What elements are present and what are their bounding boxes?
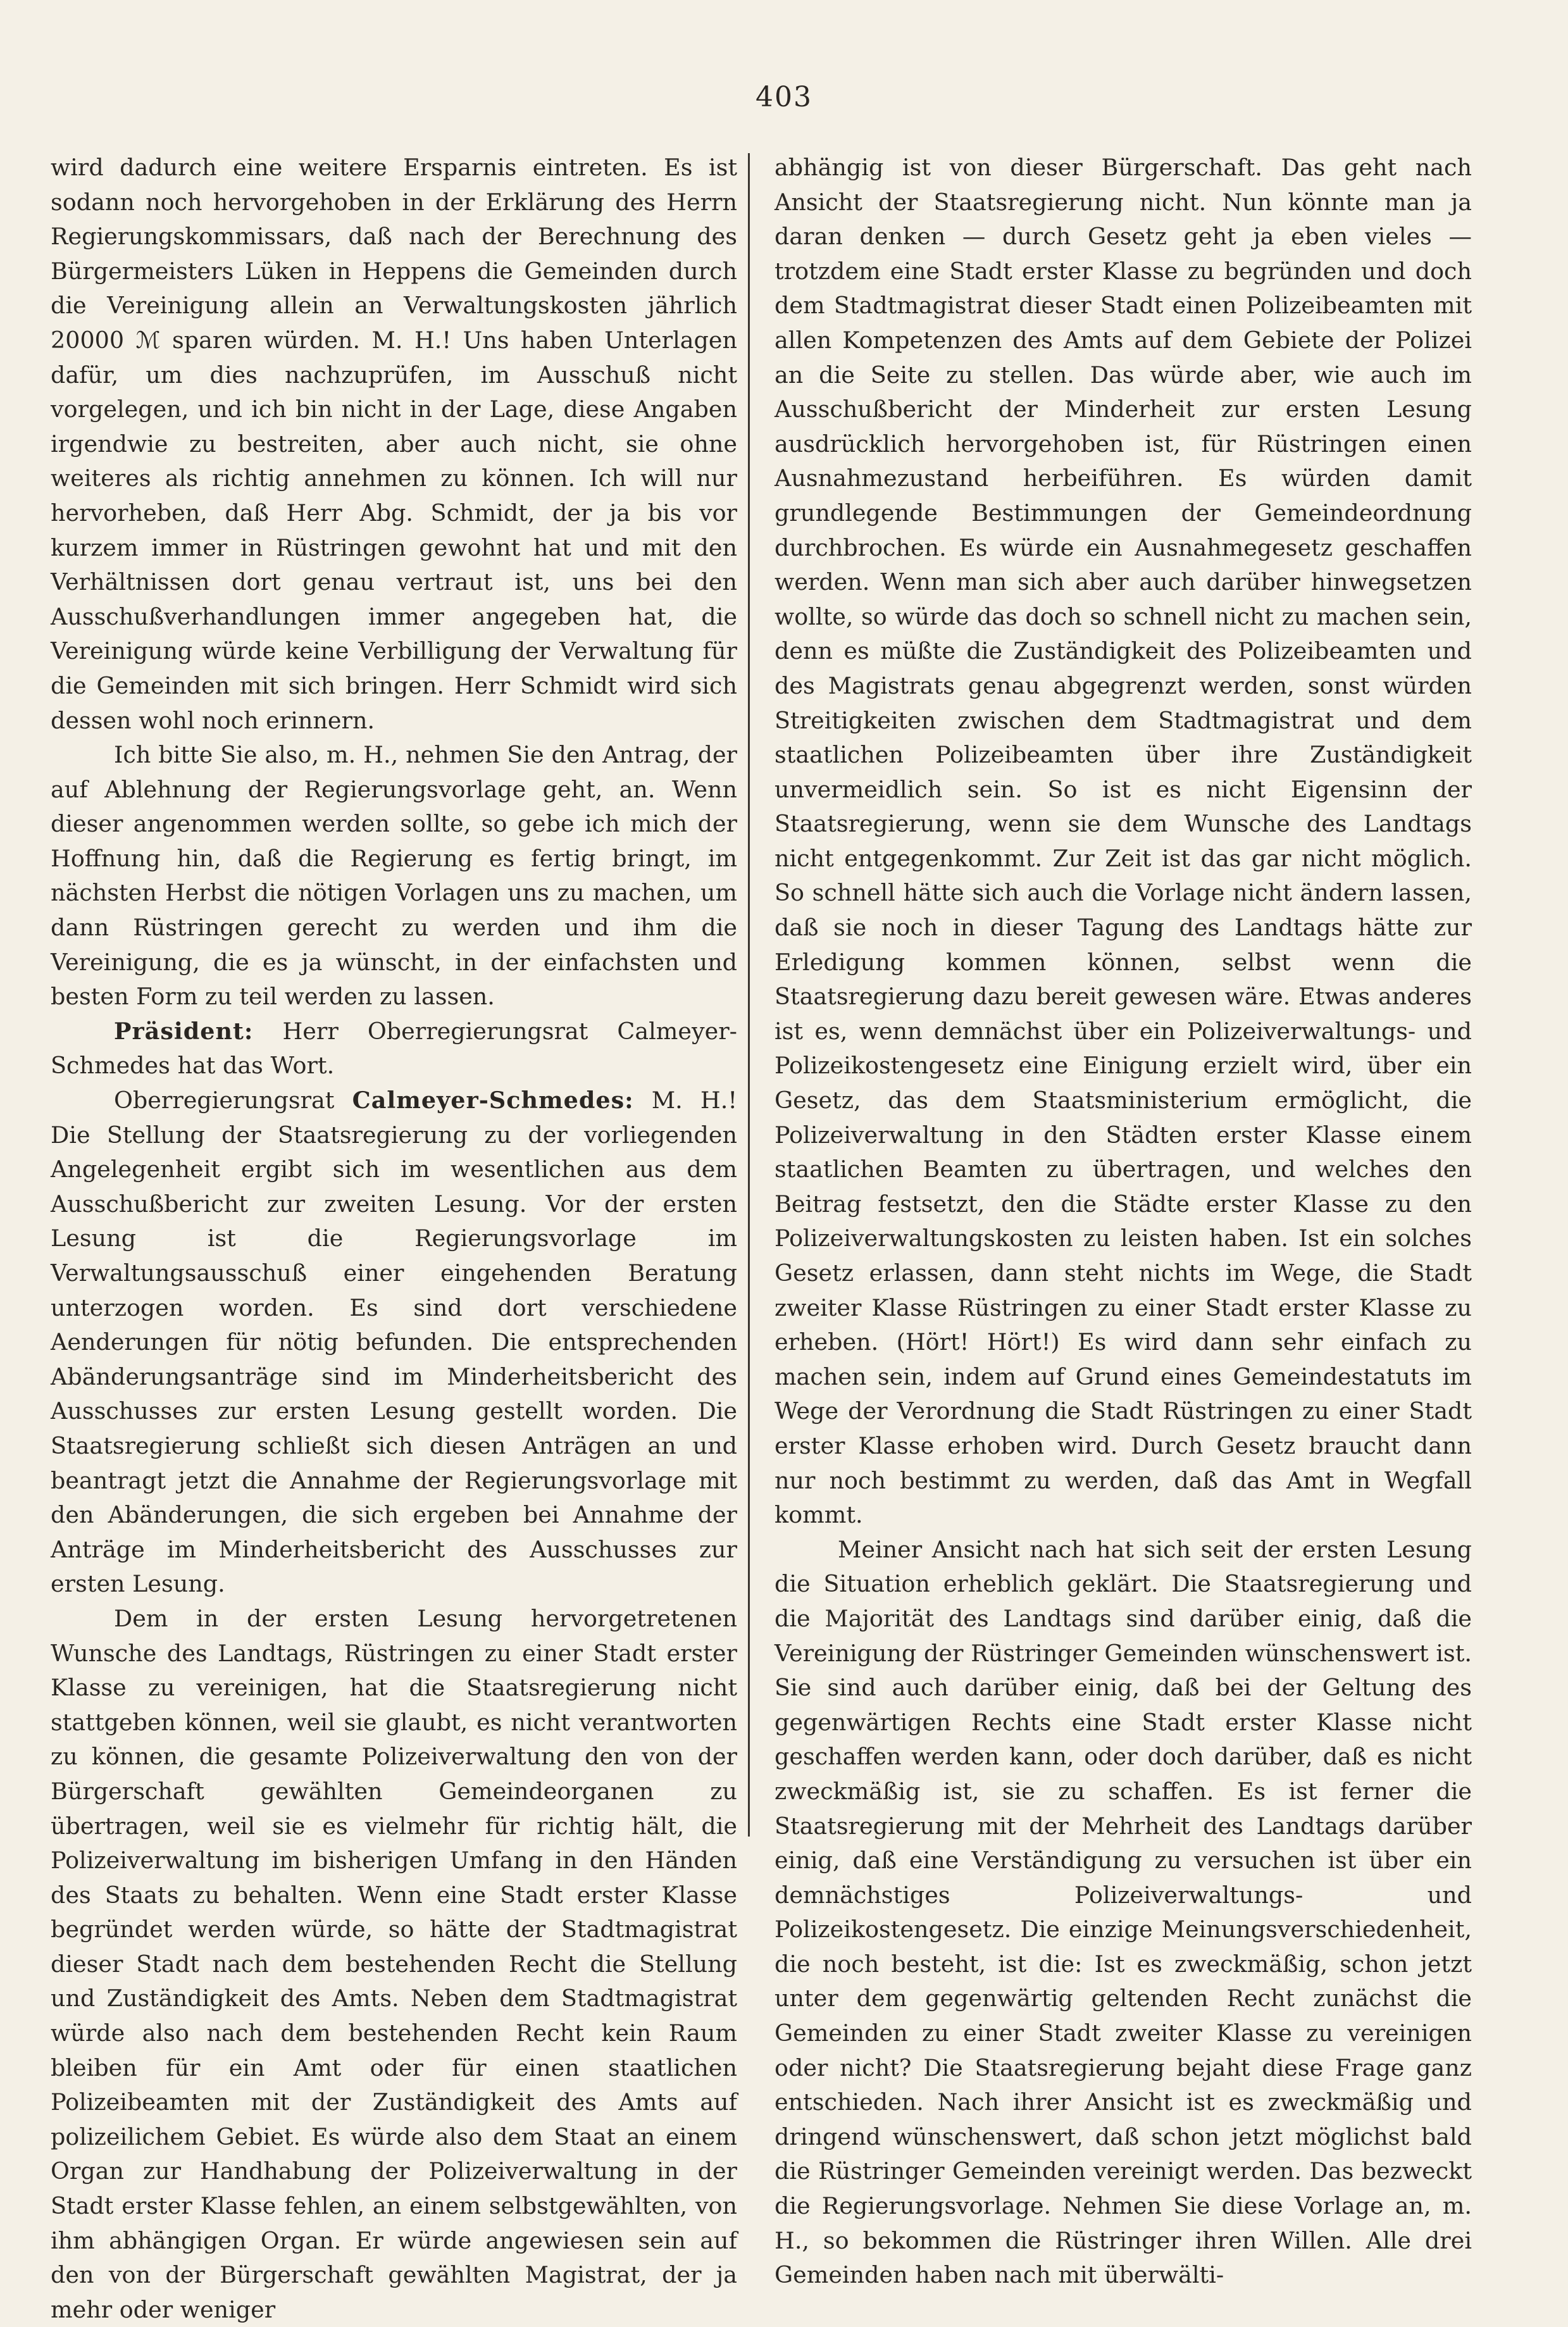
paragraph-text: M. H.! Die Stellung der Staatsregierung zu der vorliegenden Angelegenheit ergibt sich im wesentlichen aus dem Ausschußbericht zur zweiten Lesung. Vor der ersten Lesung ist die Regierungsvorlage im Verwaltungsausschuß einer eingehenden Beratung unterzogen worden. Es sind dort verschiedene Aenderungen für nötig befunden. Die entsprechenden Abänderungsanträge sind im Minderheitsbericht des Ausschusses zur ersten Lesung gestellt worden. Die Staatsregierung schließt sich diesen Anträgen an und beantragt jetzt die Annahme der Regierungsvorlage mit den Abänderungen, die sich ergeben bei Annahme der Anträge im Minderheitsbericht des Ausschusses zur ersten Lesung.	[51, 1087, 738, 1598]
speaker-name: Präsident:	[114, 1017, 254, 1045]
left-column	[51, 151, 737, 2327]
column-divider	[748, 153, 750, 1837]
paragraph: Dem in der ersten Lesung hervorgetretenen Wunsche des Landtags, Rüstringen zu einer Stadt erster Klasse zu vereinigen, hat die Staatsregierung nicht stattgeben können, weil sie glaubt, es nicht verantworten zu können, die gesamte Polizeiverwaltung den von der Bürgerschaft gewählten Gemeindeorganen zu übertragen, weil sie es vielmehr für richtig hält, die Polizeiverwaltung im bisherigen Umfang in den Händen des Staats zu behalten. Wenn eine Stadt erster Klasse begründet werden würde, so hätte der Stadtmagistrat dieser Stadt nach dem bestehenden Recht die Stellung und Zuständigkeit des Amts. Neben dem Stadtmagistrat würde also nach dem bestehenden Recht kein Raum bleiben für ein Amt oder für einen staatlichen Polizeibeamten mit der Zuständigkeit des Amts auf polizeilichem Gebiet. Es würde also dem Staat an einem Organ zur Handhabung der Polizeiverwaltung in der Stadt erster Klasse fehlen, an einem selbstgewählten, von ihm abhängigen Organ. Er würde angewiesen sein auf den von der Bürgerschaft gewählten Magistrat, der ja mehr oder weniger	[51, 1604, 737, 2323]
page-number: 403	[756, 81, 812, 113]
paragraph: wird dadurch eine weitere Ersparnis eintreten. Es ist sodann noch hervorgehoben in der Erklärung des Herrn Regierungskommissars, daß nach der Berechnung des Bürgermeisters Lüken in Heppens die Gemeinden durch die Vereinigung allein an Verwaltungskosten jährlich 20000 ℳ sparen würden. M. H.! Uns haben Unterlagen dafür, um dies nachzuprüfen, im Ausschuß nicht vorgelegen, und ich bin nicht in der Lage, diese Angaben irgendwie zu bestreiten, aber auch nicht, sie ohne weiteres als richtig annehmen zu können. Ich will nur hervorheben, daß Herr Abg. Schmidt, der ja bis vor kurzem immer in Rüstringen gewohnt hat und mit den Verhältnissen dort genau vertraut ist, uns bei den Ausschußverhandlungen immer angegeben hat, die Vereinigung würde keine Verbilligung der Verwaltung für die Gemeinden mit sich bringen. Herr Schmidt wird sich dessen wohl noch erinnern.	[51, 154, 737, 734]
paragraph: abhängig ist von dieser Bürgerschaft. Das geht nach Ansicht der Staatsregierung nicht. Nun könnte man ja daran denken — durch Gesetz geht ja eben vieles — trotzdem eine Stadt erster Klasse zu begründen und doch dem Stadtmagistrat dieser Stadt einen Polizeibeamten mit allen Kompetenzen des Amts auf dem Gebiete der Polizei an die Seite zu stellen. Das würde aber, wie auch im Ausschußbericht der Minderheit zur ersten Lesung ausdrücklich hervorgehoben ist, für Rüstringen einen Ausnahmezustand herbeiführen. Es würden damit grundlegende Bestimmungen der Gemeindeordnung durchbrochen. Es würde ein Ausnahmegesetz geschaffen werden. Wenn man sich aber auch darüber hinwegsetzen wollte, so würde das doch so schnell nicht zu machen sein, denn es müßte die Zuständigkeit des Polizeibeamten und des Magistrats genau abgegrenzt werden, sonst würden Streitigkeiten zwischen dem Stadtmagistrat und dem staatlichen Polizeibeamten über ihre Zuständigkeit unvermeidlich sein. So ist es nicht Eigensinn der Staatsregierung, wenn sie dem Wunsche des Landtags nicht entgegenkommt. Zur Zeit ist das gar nicht möglich. So schnell hätte sich auch die Vorlage nicht ändern lassen, daß sie noch in dieser Tagung des Landtags hätte zur Erledigung kommen können, selbst wenn die Staatsregierung dazu bereit gewesen wäre. Etwas anderes ist es, wenn demnächst über ein Polizeiverwaltungs- und Polizeikostengesetz eine Einigung erzielt wird, über ein Gesetz, das dem Staatsministerium ermöglicht, die Polizeiverwaltung in den Städten erster Klasse einem staatlichen Beamten zu übertragen, und welches den Beitrag festsetzt, den die Städte erster Klasse zu den Polizeiverwaltungskosten zu leisten haben. Ist ein solches Gesetz erlassen, dann steht nichts im Wege, die Stadt zweiter Klasse Rüstringen zu einer Stadt erster Klasse zu erheben. (Hört! Hört!) Es wird dann sehr einfach zu machen sein, indem auf Grund eines Gemeindestatuts im Wege der Verordnung die Stadt Rüstringen zu einer Stadt erster Klasse erhoben wird. Durch Gesetz braucht dann nur noch bestimmt zu werden, daß das Amt in Wegfall kommt.	[775, 154, 1472, 1529]
paragraph-text: Herr Oberregierungsrat Calmeyer-Schmedes hat das Wort.	[51, 1017, 737, 1080]
paragraph: Meiner Ansicht nach hat sich seit der ersten Lesung die Situation erheblich geklärt. Die Staatsregierung und die Majorität des Landtags sind darüber einig, daß die Vereinigung der Rüstringer Gemeinden wünschenswert ist. Sie sind auch darüber einig, daß bei der Geltung des gegenwärtigen Rechts eine Stadt erster Klasse nicht geschaffen werden kann, oder doch darüber, daß es nicht zweckmäßig ist, sie zu schaffen. Es ist ferner die Staatsregierung mit der Mehrheit des Landtags darüber einig, daß eine Verständigung zu versuchen ist über ein demnächstiges Polizeiverwaltungs- und Polizeikostengesetz. Die einzige Meinungsverschiedenheit, die noch besteht, ist die: Ist es zweckmäßig, schon jetzt unter dem gegenwärtig geltenden Recht zunächst die Gemeinden zu einer Stadt zweiter Klasse zu vereinigen oder nicht? Die Staatsregierung bejaht diese Frage ganz entschieden. Nach ihrer Ansicht ist es zweckmäßig und dringend wünschenswert, daß schon jetzt möglichst bald die Rüstringer Gemeinden vereinigt werden. Das bezweckt die Regierungsvorlage. Nehmen Sie diese Vorlage an, m. H., so bekommen die Rüstringer ihren Willen. Alle drei Gemeinden haben nach mit überwälti-	[775, 1535, 1472, 2289]
right-column	[775, 151, 1472, 2293]
paragraph	[51, 1083, 737, 1602]
speaker-title: Oberregierungsrat	[114, 1087, 335, 1114]
speaker-name: Calmeyer-Schmedes:	[352, 1087, 634, 1114]
paragraph	[51, 1014, 737, 1083]
paragraph: Ich bitte Sie also, m. H., nehmen Sie den Antrag, der auf Ablehnung der Regierungsvorlage geht, an. Wenn dieser angenommen werden sollte, so gebe ich mich der Hoffnung hin, daß die Regierung es fertig bringt, im nächsten Herbst die nötigen Vorlagen uns zu machen, um dann Rüstringen gerecht zu werden und ihm die Vereinigung, die es ja wünscht, in der einfachsten und besten Form zu teil werden zu lassen.	[51, 741, 737, 1011]
